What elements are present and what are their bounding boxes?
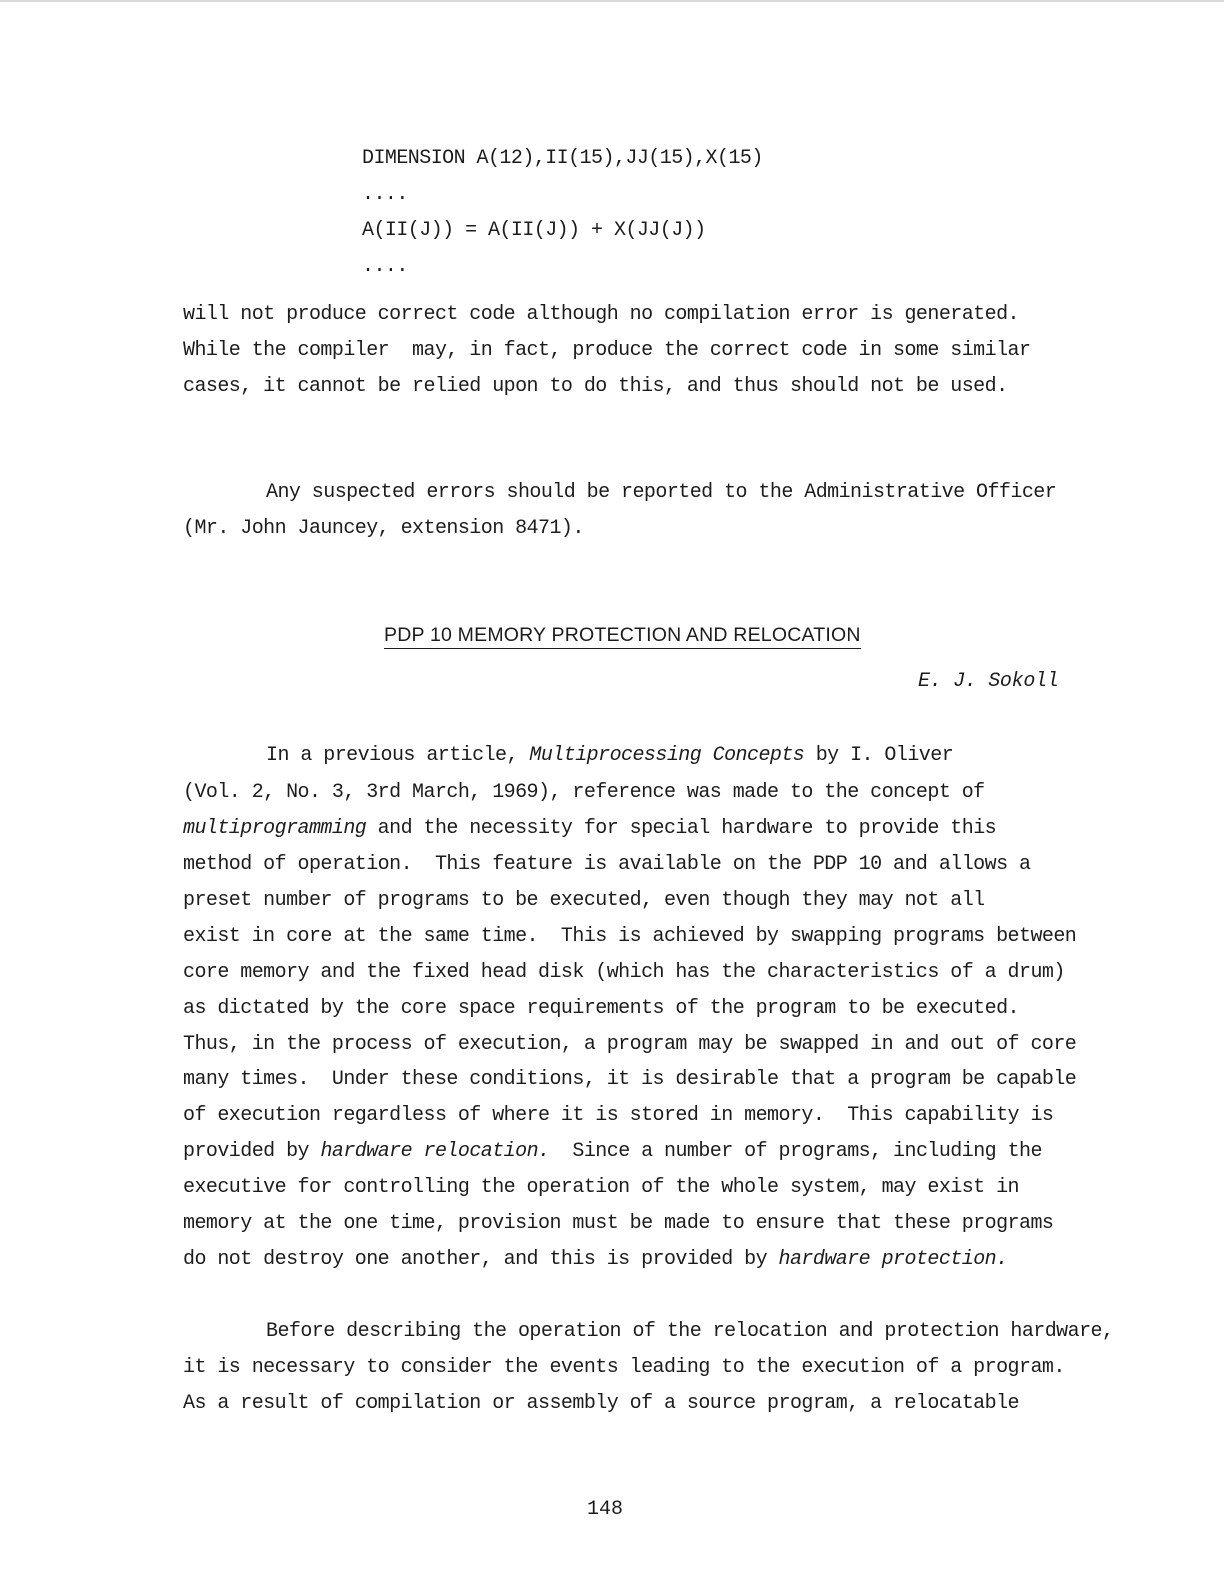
term-hardware-relocation: hardware relocation. [320, 1140, 550, 1163]
text-run: Since a number of programs, including the [549, 1140, 1042, 1163]
paragraph-line: many times. Under these conditions, it is desirable that a program be capable [183, 1068, 1077, 1091]
paragraph-line: core memory and the fixed head disk (which has the characteristics of a drum) [183, 961, 1065, 984]
paragraph-line: Thus, in the process of execution, a program may be swapped in and out of core [183, 1033, 1077, 1056]
page-number: 148 [587, 1498, 624, 1521]
text-run: and the necessity for special hardware to provide this [366, 817, 997, 840]
paragraph-line [183, 1140, 1042, 1164]
article-author: E. J. Sokoll [918, 670, 1059, 693]
top-border-line [0, 0, 1224, 2]
paragraph-line: As a result of compilation or assembly of a source program, a relocatable [183, 1392, 1019, 1415]
paragraph-line [183, 1248, 1008, 1272]
code-line-assignment: A(II(J)) = A(II(J)) + X(JJ(J)) [362, 219, 706, 242]
paragraph-line: Any suspected errors should be reported to the Administrative Officer [266, 481, 1057, 504]
paragraph-line: will not produce correct code although no compilation error is generated. [183, 303, 1019, 326]
code-line-ellipsis: .... [362, 183, 408, 206]
paragraph-line: method of operation. This feature is available on the PDP 10 and allows a [183, 853, 1031, 876]
code-line-dimension: DIMENSION A(12),II(15),JJ(15),X(15) [362, 147, 763, 170]
article-title: PDP 10 MEMORY PROTECTION AND RELOCATION [384, 623, 861, 649]
text-run: provided by [183, 1140, 321, 1163]
paragraph-line: memory at the one time, provision must be made to ensure that these programs [183, 1212, 1054, 1235]
paragraph-line: executive for controlling the operation of the whole system, may exist in [183, 1176, 1019, 1199]
paragraph-line [183, 817, 996, 841]
paragraph-line: (Vol. 2, No. 3, 3rd March, 1969), reference was made to the concept of [183, 781, 985, 804]
paragraph-line: exist in core at the same time. This is achieved by swapping programs between [183, 925, 1077, 948]
article-reference-title: Multiprocessing Concepts [529, 744, 805, 767]
paragraph-line: as dictated by the core space requirements of the program to be executed. [183, 997, 1019, 1020]
text-run: In a previous article, [266, 744, 530, 767]
paragraph-line: Before describing the operation of the relocation and protection hardware, [266, 1320, 1114, 1343]
code-line-ellipsis: .... [362, 255, 408, 278]
paragraph-line [266, 744, 953, 768]
paragraph-line: it is necessary to consider the events leading to the execution of a program. [183, 1356, 1065, 1379]
term-multiprogramming: multiprogramming [183, 817, 367, 840]
paragraph-line: (Mr. John Jauncey, extension 8471). [183, 517, 584, 540]
text-run: do not destroy one another, and this is provided by [183, 1248, 779, 1271]
paragraph-line: preset number of programs to be executed, even though they may not all [183, 889, 985, 912]
text-run: by I. Oliver [804, 744, 954, 767]
paragraph-line: While the compiler may, in fact, produce the correct code in some similar [183, 339, 1031, 362]
paragraph-line: cases, it cannot be relied upon to do this, and thus should not be used. [183, 375, 1008, 398]
term-hardware-protection: hardware protection. [778, 1248, 1008, 1271]
paragraph-line: of execution regardless of where it is stored in memory. This capability is [183, 1104, 1054, 1127]
